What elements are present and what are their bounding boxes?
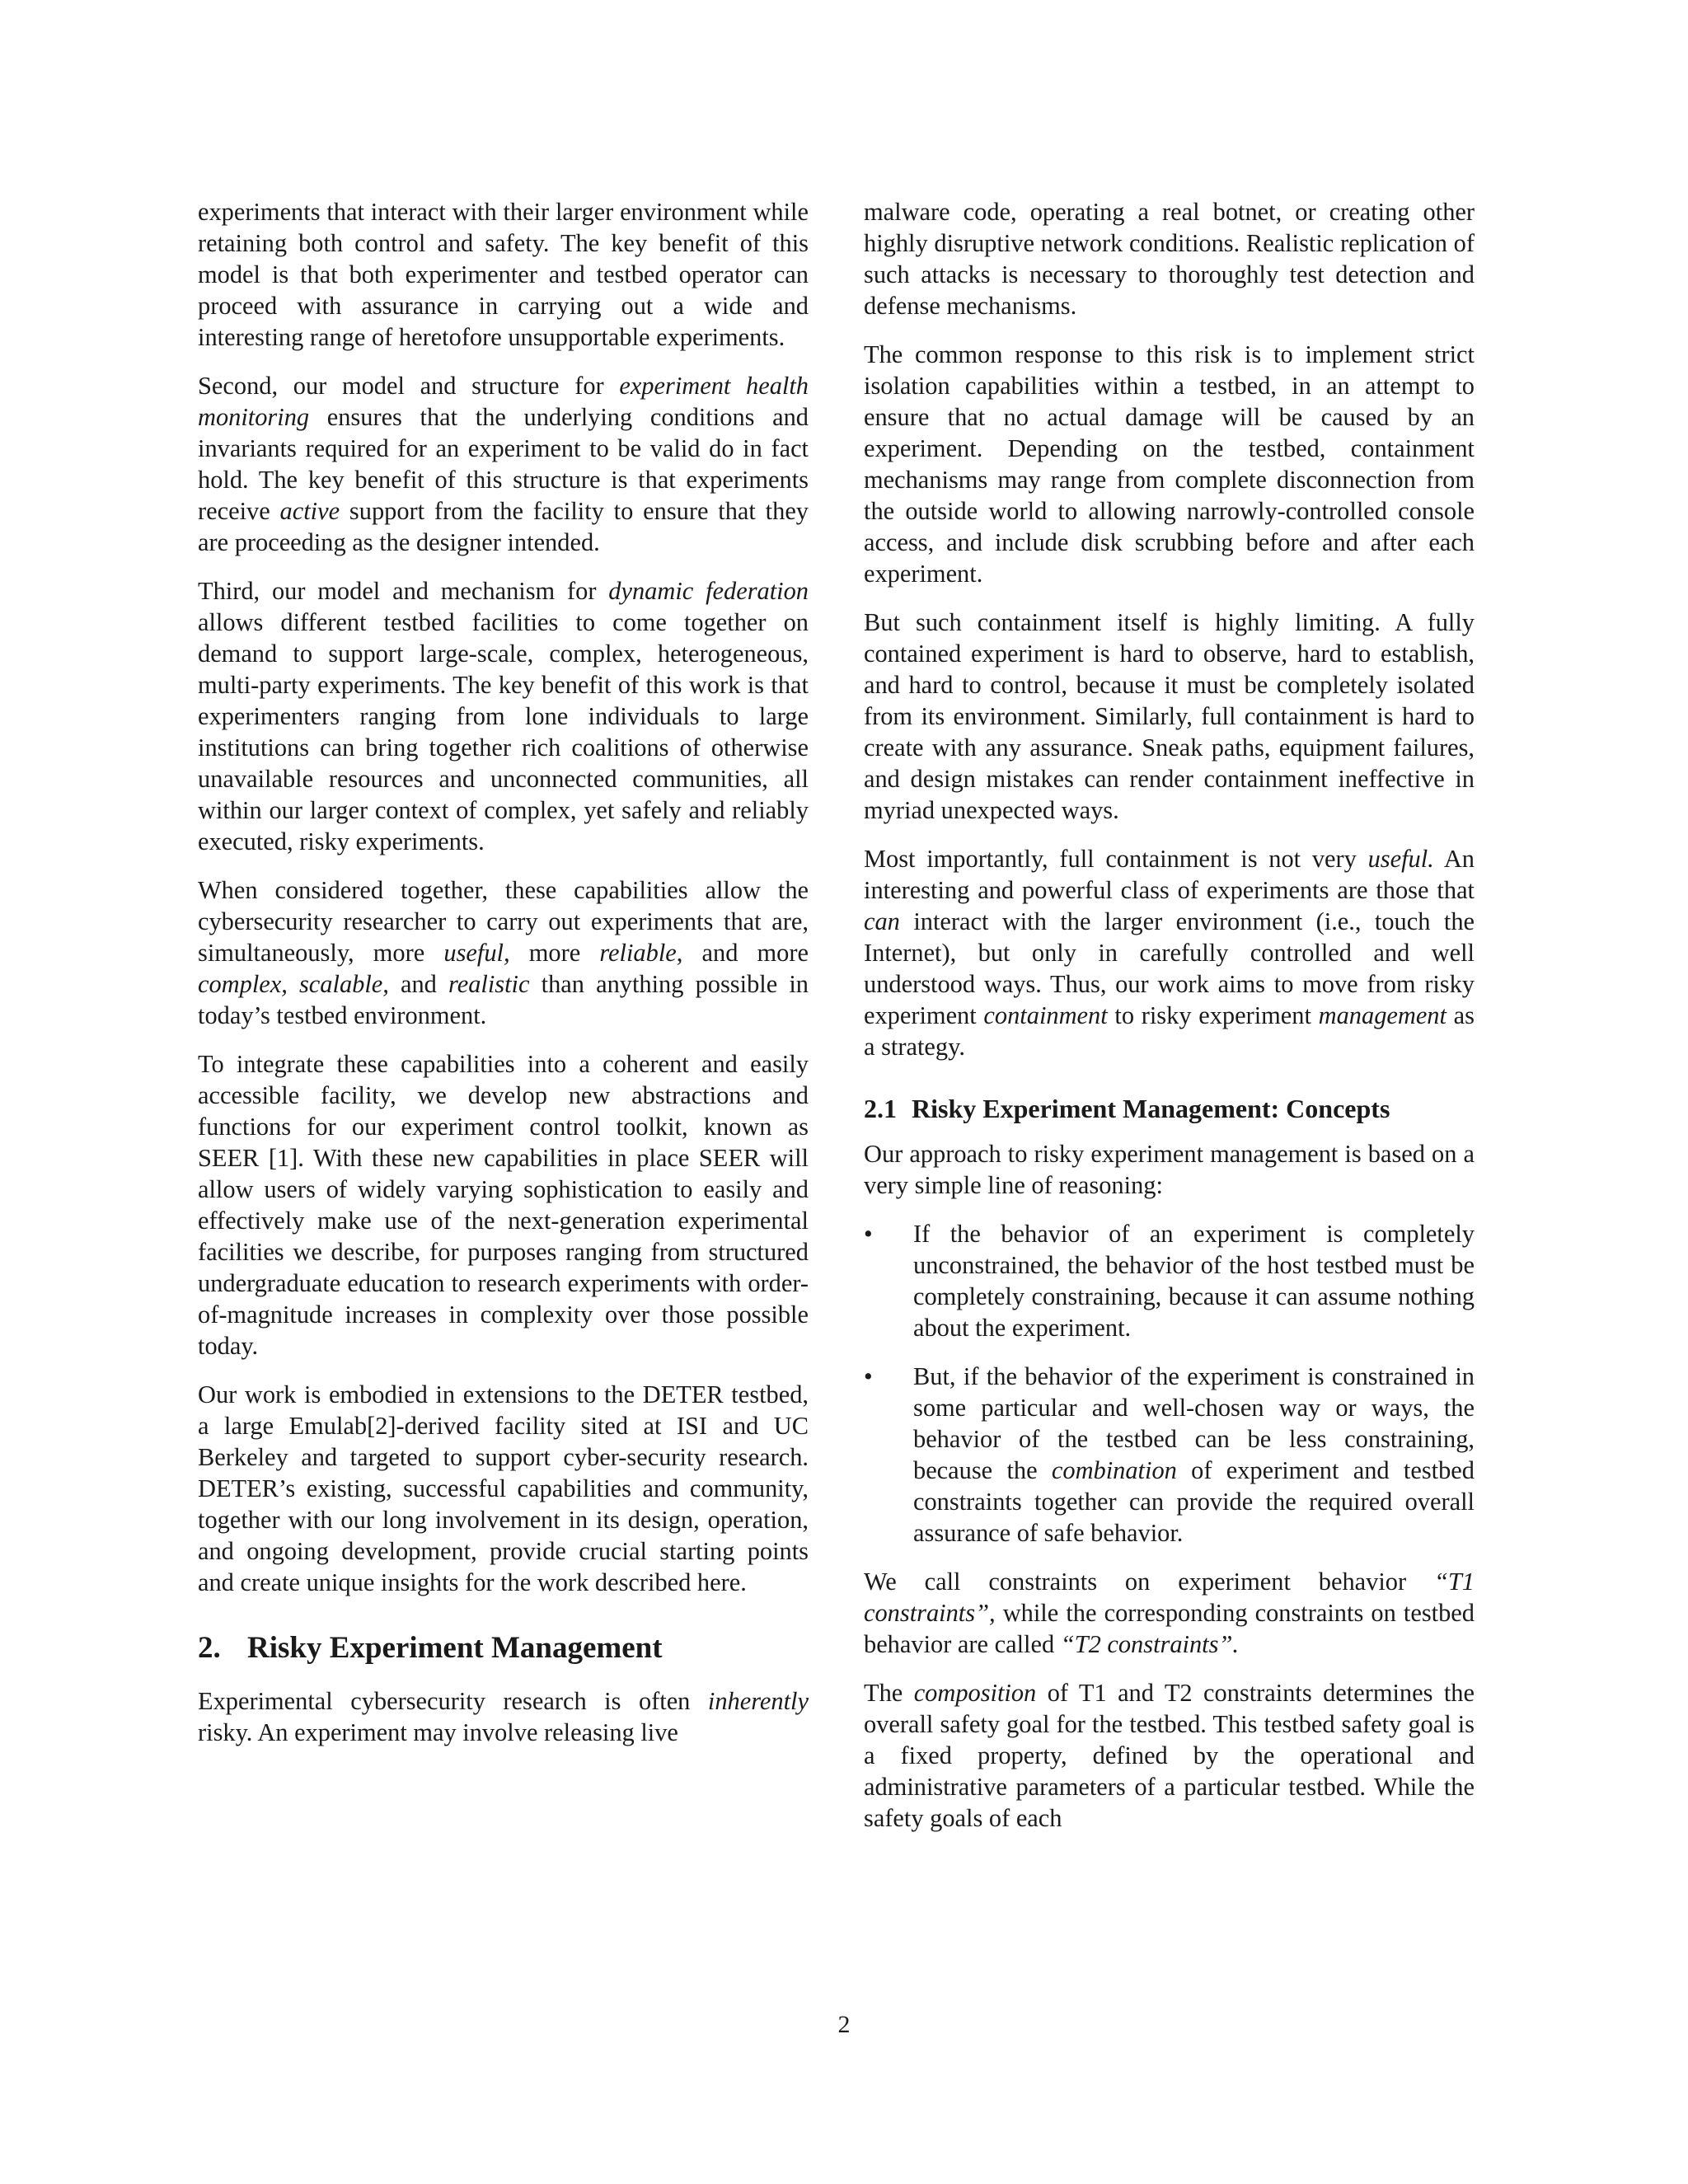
subsection-number: 2.1: [864, 1094, 897, 1123]
section-heading: [198, 1629, 809, 1667]
paragraph: To integrate these capabilities into a coherent and easily accessible facility, we develop new abstractions and functions for our experiment control toolkit, known as SEER [1]. With these new capabilities in place SEER will allow users of widely varying sophistication to easily and effectively make use of the next-generation experimental facilities we describe, for purposes ranging from structured undergraduate education to research experiments with order-of-magnitude increases in complexity over those possible today.: [198, 1050, 809, 1360]
right-column: [864, 196, 1475, 1851]
list-item: • If the behavior of an experiment is completely unconstrained, the behavior of the host testbed must be completely constraining, because it can assume nothing about the experiment.: [864, 1220, 1475, 1342]
bullet-icon: •: [864, 1362, 873, 1390]
paragraph: When considered together, these capabilities allow the cybersecurity researcher to carry out experiments that are, simultaneously, more useful, more reliable, and more complex, scalable, and realistic than anything possible in today’s testbed environment.: [198, 876, 809, 1029]
paragraph: Our approach to risky experiment management is based on a very simple line of reasoning:: [864, 1140, 1475, 1199]
paragraph: We call constraints on experiment behavior “T1 constraints”, while the corresponding constraints on testbed behavior are called “T2 constraints”.: [864, 1568, 1475, 1658]
paragraph: malware code, operating a real botnet, or creating other highly disruptive network conditions. Realistic replication of such attacks is necessary to thoroughly test detection and defense mechanisms.: [864, 198, 1475, 320]
subsection-title: Risky Experiment Management: Concepts: [912, 1094, 1390, 1123]
left-column: [198, 196, 809, 1765]
paragraph: The composition of T1 and T2 constraints determines the overall safety goal for the testbed. This testbed safety goal is a fixed property, defined by the operational and administrative parameters of a particular testbed. While the safety goals of each: [864, 1679, 1475, 1832]
page-number: 2: [837, 2011, 851, 2038]
bullet-icon: •: [864, 1220, 873, 1248]
paragraph: Most importantly, full containment is not very useful. An interesting and powerful class of experiments are those that can interact with the larger environment (i.e., touch the Internet), but only in carefully controlled and well understood ways. Thus, our work aims to move from risky experiment containment to risky experiment management as a strategy.: [864, 845, 1475, 1061]
section-title: Risky Experiment Management: [247, 1631, 663, 1665]
bullet-list: [864, 1218, 1475, 1549]
paragraph: Our work is embodied in extensions to the DETER testbed, a large Emulab[2]-derived facility sited at ISI and UC Berkeley and targeted to support cyber-security research. DETER’s existing, successful capabilities and community, together with our long involvement in its design, operation, and ongoing development, provide crucial starting points and create unique insights for the work described here.: [198, 1380, 809, 1596]
paragraph: Experimental cybersecurity research is often inherently risky. An experiment may involve releasing live: [198, 1687, 809, 1746]
subsection-heading: [864, 1092, 1475, 1125]
paragraph: Second, our model and structure for experiment health monitoring ensures that the underlying conditions and invariants required for an experiment to be valid do in fact hold. The key benefit of this structure is that experiments receive active support from the facility to ensure that they are proceeding as the designer intended.: [198, 372, 809, 556]
list-item: • But, if the behavior of the experiment is constrained in some particular and well-chosen way or ways, the behavior of the testbed can be less constraining, because the combination of experiment and testbed constraints together can provide the required overall assurance of safe behavior.: [864, 1362, 1475, 1547]
paragraph: But such containment itself is highly limiting. A fully contained experiment is hard to observe, hard to establish, and hard to control, because it must be completely isolated from its environment. Similarly, full containment is hard to create with any assurance. Sneak paths, equipment failures, and design mistakes can render containment ineffective in myriad unexpected ways.: [864, 608, 1475, 824]
paragraph: Third, our model and mechanism for dynamic federation allows different testbed facilities to come together on demand to support large-scale, complex, heterogeneous, multi-party experiments. The key benefit of this work is that experimenters ranging from lone individuals to large institutions can bring together rich coalitions of otherwise unavailable resources and unconnected communities, all within our larger context of complex, yet safely and reliably executed, risky experiments.: [198, 577, 809, 855]
paragraph: experiments that interact with their larger environment while retaining both control and safety. The key benefit of this model is that both experimenter and testbed operator can proceed with assurance in carrying out a wide and interesting range of heretofore unsupportable experiments.: [198, 198, 809, 351]
section-number: 2.: [198, 1631, 221, 1665]
paragraph: The common response to this risk is to implement strict isolation capabilities within a testbed, in an attempt to ensure that no actual damage will be caused by an experiment. Depending on the testbed, containment mechanisms may range from complete disconnection from the outside world to allowing narrowly-controlled console access, and include disk scrubbing before and after each experiment.: [864, 340, 1475, 588]
